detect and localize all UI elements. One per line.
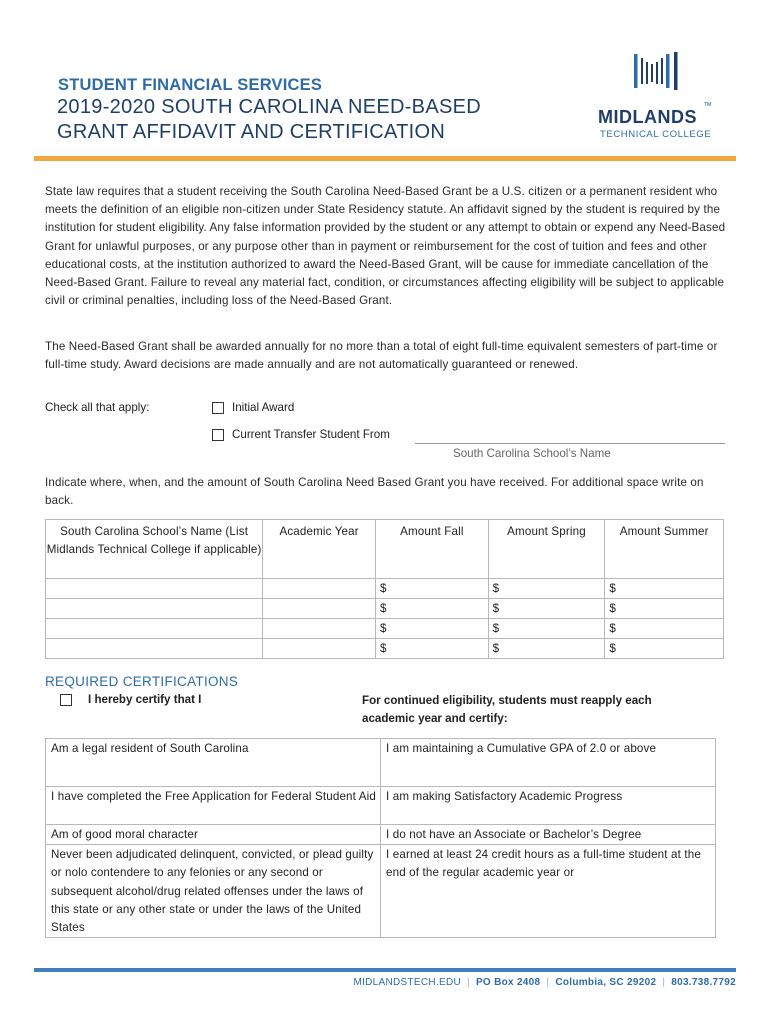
fall-cell[interactable]: $ [375, 579, 488, 599]
footer-divider [34, 968, 736, 972]
initial-award-checkbox[interactable] [212, 402, 224, 414]
certification-item: I earned at least 24 credit hours as a full-time student at the end of the regular academic year or [381, 845, 716, 938]
department-heading: STUDENT FINANCIAL SERVICES [58, 76, 323, 94]
logo-mark-icon [598, 50, 716, 100]
spring-cell[interactable]: $ [488, 619, 605, 639]
transfer-student-label: Current Transfer Student From [232, 428, 390, 441]
award-limit-paragraph: The Need-Based Grant shall be awarded annually for no more than a total of eight full-time equivalent semesters of part-time or full-time study. Award decisions are made annually and are not automatically guaranteed or renewed. [45, 340, 718, 372]
transfer-student-option[interactable] [212, 428, 390, 441]
certification-item: I am making Satisfactory Academic Progress [381, 787, 716, 825]
col-header-fall: Amount Fall [375, 520, 488, 579]
logo-name: MIDLANDS [598, 107, 697, 127]
midlands-logo [598, 50, 716, 145]
footer-city: Columbia, SC 29202 [555, 977, 657, 988]
fall-cell[interactable]: $ [375, 619, 488, 639]
certification-item: I have completed the Free Application for Federal Student Aid [46, 787, 381, 825]
reapply-notice: For continued eligibility, students must reapply each academic year and certify: [362, 694, 652, 726]
transfer-school-field[interactable] [415, 443, 725, 444]
footer-phone: 803.738.7792 [671, 977, 736, 988]
footer-website[interactable]: MIDLANDSTECH.EDU [353, 977, 462, 988]
summer-cell[interactable]: $ [605, 639, 724, 659]
year-cell[interactable] [263, 599, 376, 619]
initial-award-option[interactable] [212, 401, 294, 414]
col-header-summer: Amount Summer [605, 520, 724, 579]
table-row [46, 599, 724, 619]
certification-item: Am of good moral character [46, 825, 381, 845]
transfer-student-checkbox[interactable] [212, 429, 224, 441]
col-header-school: South Carolina School’s Name (List Midlands Technical College if applicable) [46, 520, 263, 579]
certify-label: I hereby certify that I [88, 693, 202, 706]
certifications-table [45, 738, 716, 938]
school-cell[interactable] [46, 639, 263, 659]
spring-cell[interactable]: $ [488, 639, 605, 659]
year-cell[interactable] [263, 579, 376, 599]
grant-history-table [45, 519, 724, 659]
certify-option[interactable] [60, 693, 201, 706]
logo-subtitle: TECHNICAL COLLEGE [600, 129, 712, 140]
table-row [46, 639, 724, 659]
spring-cell[interactable]: $ [488, 579, 605, 599]
eligibility-paragraph: State law requires that a student receiving the South Carolina Need-Based Grant be a U.S. citizen or a permanent resident who meets the definition of an eligible non-citizen under State Residency statute. An affidavit signed by the student is required by the institution for student eligibility. Any false information provided by the student or any attempt to obtain or expend any Need-Based Grant for unlawful purposes, or any purpose other than in payment or reimbursement for the cost of tuition and fees and other educational costs, at the institution authorized to award the Need-Based Grant, will be cause for immediate cancellation of the Need-Based Grant. Failure to reveal any material fact, condition, or circumstances affecting eligibility will be subject to applicable civil or criminal penalties, including loss of the Need-Based Grant. [45, 185, 726, 308]
table-row [46, 739, 716, 787]
footer-po-box: PO Box 2408 [475, 977, 541, 988]
summer-cell[interactable]: $ [605, 599, 724, 619]
table-row [46, 825, 716, 845]
summer-cell[interactable]: $ [605, 619, 724, 639]
check-all-label: Check all that apply: [45, 401, 150, 414]
grant-history-instructions: Indicate where, when, and the amount of South Carolina Need Based Grant you have received. For additional space write on back. [45, 476, 704, 508]
table-row [46, 619, 724, 639]
table-row [46, 579, 724, 599]
required-certifications-heading: REQUIRED CERTIFICATIONS [45, 674, 239, 689]
fall-cell[interactable]: $ [375, 599, 488, 619]
form-title-line-2: GRANT AFFIDAVIT AND CERTIFICATION [57, 121, 446, 143]
year-cell[interactable] [263, 619, 376, 639]
col-header-spring: Amount Spring [488, 520, 605, 579]
col-header-year: Academic Year [263, 520, 376, 579]
footer-contact: MIDLANDSTECH.EDU | PO Box 2408 | Columbia, SC 29202 | 803.738.7792 [353, 977, 736, 988]
table-header-row [46, 520, 724, 579]
school-cell[interactable] [46, 599, 263, 619]
certification-item: I am maintaining a Cumulative GPA of 2.0 or above [381, 739, 716, 787]
logo-trademark: TM [704, 102, 712, 108]
table-row [46, 787, 716, 825]
table-row [46, 845, 716, 938]
summer-cell[interactable]: $ [605, 579, 724, 599]
school-name-caption: South Carolina School’s Name [453, 447, 611, 460]
year-cell[interactable] [263, 639, 376, 659]
form-title-line-1: 2019-2020 SOUTH CAROLINA NEED-BASED [57, 96, 481, 118]
certification-item: Never been adjudicated delinquent, convicted, or plead guilty or nolo contendere to any felonies or any second or subsequent alcohol/drug related offenses under the laws of this state or any other state or under the laws of the United States [46, 845, 381, 938]
header-divider [34, 156, 736, 161]
certification-item: I do not have an Associate or Bachelor’s Degree [381, 825, 716, 845]
certification-item: Am a legal resident of South Carolina [46, 739, 381, 787]
certify-checkbox[interactable] [60, 694, 72, 706]
spring-cell[interactable]: $ [488, 599, 605, 619]
fall-cell[interactable]: $ [375, 639, 488, 659]
school-cell[interactable] [46, 579, 263, 599]
initial-award-label: Initial Award [232, 401, 295, 414]
school-cell[interactable] [46, 619, 263, 639]
